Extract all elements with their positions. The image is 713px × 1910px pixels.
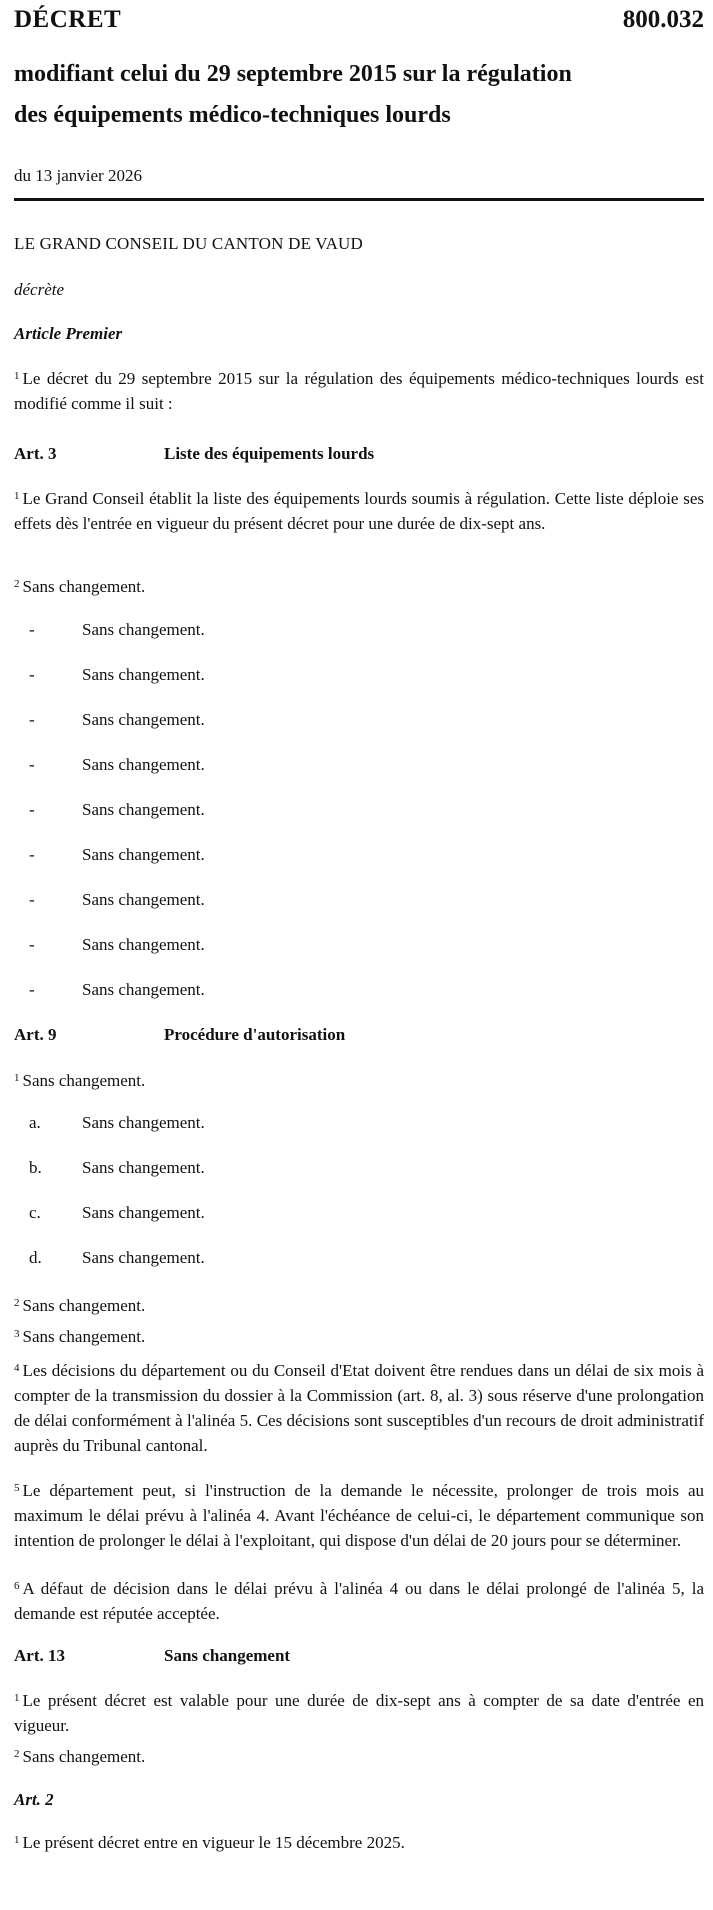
paragraph-number: 5	[14, 1482, 20, 1494]
art9-paragraph-4	[14, 1358, 704, 1458]
list-marker: -	[29, 845, 35, 864]
list-marker: c.	[29, 1203, 41, 1222]
list-marker: a.	[29, 1113, 41, 1132]
article-number: Art. 9	[14, 1025, 57, 1044]
art3-paragraph-2	[14, 574, 145, 599]
art13-paragraph-2	[14, 1744, 145, 1769]
list-item-text: Sans changement.	[82, 1203, 205, 1222]
paragraph-text: A défaut de décision dans le délai prévu à l'alinéa 4 ou dans le délai prolongé de l'alinéa 5, la demande est réputée acceptée.	[14, 1579, 704, 1623]
article-premier-heading: Article Premier	[14, 324, 123, 343]
document-number: 800.032	[622, 6, 704, 33]
header-divider	[14, 198, 704, 201]
art9-paragraph-2	[14, 1293, 145, 1318]
list-marker: d.	[29, 1248, 42, 1267]
paragraph-number: 6	[14, 1580, 20, 1592]
paragraph-number: 1	[14, 1692, 20, 1704]
council-heading: LE GRAND CONSEIL DU CANTON DE VAUD	[14, 234, 364, 253]
list-marker: -	[29, 890, 35, 909]
paragraph-number: 1	[14, 370, 20, 382]
list-item-text: Sans changement.	[82, 1113, 205, 1132]
paragraph-number: 1	[14, 1834, 20, 1846]
document-type: DÉCRET	[14, 6, 122, 33]
art9-paragraph-1	[14, 1068, 145, 1093]
art2-heading: Art. 2	[14, 1790, 54, 1809]
art2-paragraph-1	[14, 1830, 405, 1855]
list-marker: -	[29, 710, 35, 729]
list-item-text: Sans changement.	[82, 935, 205, 954]
art3-paragraph-1	[14, 486, 704, 536]
art9-paragraph-6	[14, 1576, 704, 1626]
paragraph-number: 1	[14, 490, 20, 502]
paragraph-number: 1	[14, 1072, 20, 1084]
art13-paragraph-1	[14, 1688, 704, 1738]
paragraph-text: Sans changement.	[22, 1327, 146, 1346]
article-number: Art. 13	[14, 1646, 65, 1665]
list-item-text: Sans changement.	[82, 800, 205, 819]
list-item-text: Sans changement.	[82, 1158, 205, 1177]
decrees-label: décrète	[14, 280, 65, 299]
list-marker: -	[29, 665, 35, 684]
paragraph-text: Sans changement.	[22, 577, 146, 596]
document-header	[14, 6, 704, 40]
paragraph-text: Le décret du 29 septembre 2015 sur la régulation des équipements médico-techniques lourds est modifié comme il suit :	[14, 369, 704, 413]
art9-paragraph-3	[14, 1324, 145, 1349]
list-item-text: Sans changement.	[82, 845, 205, 864]
article-title: Liste des équipements lourds	[164, 444, 375, 463]
paragraph-number: 2	[14, 578, 20, 590]
document-date: du 13 janvier 2026	[14, 166, 142, 185]
paragraph-text: Sans changement.	[22, 1747, 146, 1766]
paragraph-text: Le présent décret entre en vigueur le 15 décembre 2025.	[22, 1833, 405, 1852]
title-line-1: modifiant celui du 29 septembre 2015 sur la régulation	[14, 61, 572, 87]
list-item-text: Sans changement.	[82, 665, 205, 684]
list-item-text: Sans changement.	[82, 710, 205, 729]
art9-paragraph-5	[14, 1478, 704, 1553]
list-marker: -	[29, 980, 35, 999]
list-item-text: Sans changement.	[82, 980, 205, 999]
paragraph-text: Sans changement.	[22, 1071, 146, 1090]
article-number: Art. 3	[14, 444, 57, 463]
article-title: Procédure d'autorisation	[164, 1025, 346, 1044]
list-marker: -	[29, 620, 35, 639]
paragraph-text: Sans changement.	[22, 1296, 146, 1315]
list-marker: -	[29, 935, 35, 954]
article-premier-paragraph-1	[14, 366, 704, 416]
list-item-text: Sans changement.	[82, 890, 205, 909]
list-item-text: Sans changement.	[82, 755, 205, 774]
paragraph-text: Le Grand Conseil établit la liste des équipements lourds soumis à régulation. Cette liste déploie ses effets dès l'entrée en vigueur du présent décret pour une durée de dix-sept ans.	[14, 489, 704, 533]
title-line-2: des équipements médico-techniques lourds	[14, 102, 451, 128]
paragraph-text: Les décisions du département ou du Conseil d'Etat doivent être rendues dans un délai de six mois à compter de la transmission du dossier à la Commission (art. 8, al. 3) sous réserve d'une prolongation de délai conformément à l'alinéa 5. Ces décisions sont susceptibles d'un recours de droit administratif auprès du Tribunal cantonal.	[14, 1361, 704, 1455]
list-marker: b.	[29, 1158, 42, 1177]
list-item-text: Sans changement.	[82, 620, 205, 639]
paragraph-number: 4	[14, 1362, 20, 1374]
paragraph-number: 2	[14, 1297, 20, 1309]
document-title	[14, 54, 704, 136]
paragraph-text: Le présent décret est valable pour une durée de dix-sept ans à compter de sa date d'entrée en vigueur.	[14, 1691, 704, 1735]
article-title: Sans changement	[164, 1646, 291, 1665]
paragraph-number: 3	[14, 1328, 20, 1340]
list-item-text: Sans changement.	[82, 1248, 205, 1267]
list-marker: -	[29, 755, 35, 774]
list-marker: -	[29, 800, 35, 819]
paragraph-number: 2	[14, 1748, 20, 1760]
paragraph-text: Le département peut, si l'instruction de la demande le nécessite, prolonger de trois mois au maximum le délai prévu à l'alinéa 4. Avant l'échéance de celui-ci, le département communique son intention de prolonger le délai à l'exploitant, qui dispose d'un délai de 20 jours pour se déterminer.	[14, 1481, 704, 1550]
